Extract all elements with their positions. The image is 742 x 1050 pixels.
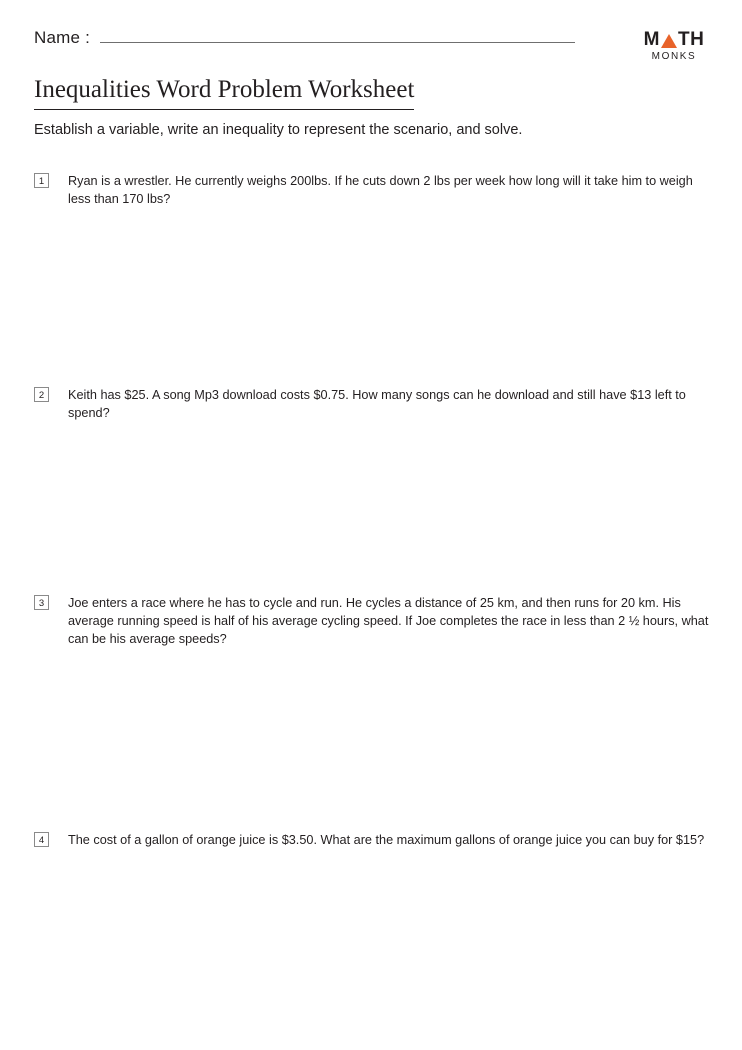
name-row [34,28,712,48]
logo-subtext: MONKS [651,51,697,62]
problem-number: 2 [34,387,49,402]
page-subtitle: Establish a variable, write an inequality to represent the scenario, and solve. [34,122,523,138]
name-label: Name : [34,28,90,47]
name-input-line[interactable] [100,28,575,43]
problem-list [34,172,714,849]
problem-item [34,386,714,423]
problem-number: 1 [34,173,49,188]
problem-number: 3 [34,595,49,610]
logo-letters-th: TH [678,29,705,50]
problem-item [34,172,714,209]
logo-letter-m: M [643,29,660,50]
problem-text: The cost of a gallon of orange juice is $3.50. What are the maximum gallons of orange juice you can buy for $15? [68,832,705,847]
triangle-icon [661,34,677,48]
problem-number: 4 [34,832,49,847]
problem-text: Keith has $25. A song Mp3 download costs $0.75. How many songs can he download and still have $13 left to spend? [68,387,686,421]
answer-space[interactable] [34,209,714,386]
logo-wordmark [636,30,712,49]
page-title: Inequalities Word Problem Worksheet [34,76,414,110]
problem-text: Ryan is a wrestler. He currently weighs 200lbs. If he cuts down 2 lbs per week how long will it take him to weigh less than 170 lbs? [68,174,693,207]
problem-item [34,831,714,849]
problem-text: Joe enters a race where he has to cycle and run. He cycles a distance of 25 km, and then runs for 20 km. His average running speed is half of his average cycling speed. If Joe completes the race in less than 2 ½ hours, what can be his average speeds? [68,595,709,647]
math-monks-logo [636,30,712,62]
name-header [34,28,712,74]
problem-item [34,594,714,649]
answer-space[interactable] [34,423,714,594]
answer-space[interactable] [34,649,714,831]
